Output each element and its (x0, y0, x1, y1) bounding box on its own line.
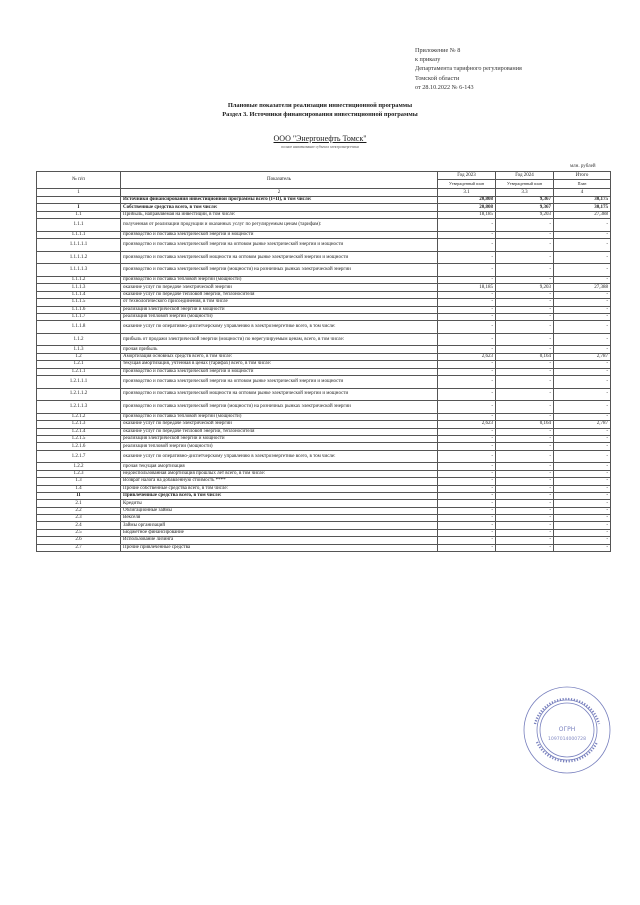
row-value-total: - (554, 388, 611, 401)
row-value-2023: 20,808 (438, 204, 496, 211)
row-value-2024: 9,367 (496, 204, 554, 211)
row-indicator: производство и поставка тепловой энергии (мощности) (121, 276, 438, 283)
row-value-total: 30,175 (554, 197, 611, 204)
row-number: 1.2.1.1.1 (37, 376, 121, 389)
table-row (37, 544, 611, 551)
row-value-2023: 20,808 (438, 197, 496, 204)
row-value-2023: - (438, 401, 496, 414)
row-number: 2.7 (37, 544, 121, 551)
row-value-total: - (554, 435, 611, 442)
row-value-2023: - (438, 251, 496, 264)
row-number: 1.2.2 (37, 463, 121, 470)
row-indicator: Использование лизинга (121, 537, 438, 544)
table-row (37, 239, 611, 252)
row-indicator: производство и поставка электрической энергии на оптовом рынке электрической энергии и мощности (121, 376, 438, 389)
row-indicator: Источники финансирования инвестиционной программы всего (I+II), в том числе: (121, 197, 438, 204)
row-indicator: прочая прибыль (121, 346, 438, 353)
header-num: № п/п (37, 172, 121, 189)
organization-caption: полное наименование субъекта электроэнергетики (281, 145, 359, 149)
row-value-2024: - (496, 537, 554, 544)
row-value-2024: - (496, 231, 554, 238)
row-number: 1.1.2 (37, 333, 121, 346)
row-value-2024: - (496, 428, 554, 435)
row-value-total: 27,388 (554, 284, 611, 291)
row-value-2024: - (496, 239, 554, 252)
row-number: 1.1.1.5 (37, 299, 121, 306)
row-number: 1.2.1.1.3 (37, 401, 121, 414)
row-number: 1.1.3 (37, 346, 121, 353)
row-value-total: - (554, 500, 611, 507)
row-value-2024: - (496, 368, 554, 375)
row-indicator: производство и поставка электрической энергии и мощности (121, 231, 438, 238)
row-indicator: производство и поставка электрической мощности на оптовом рынке электрической энергии и мощности (121, 251, 438, 264)
row-number: 1.1.1.4 (37, 291, 121, 298)
row-value-total: - (554, 219, 611, 232)
row-value-2024: 9,203 (496, 284, 554, 291)
row-value-2023: - (438, 450, 496, 463)
row-value-total: - (554, 537, 611, 544)
row-indicator: полученная от реализации продукции и оказанных услуг по регулируемым ценам (тарифам): (121, 219, 438, 232)
row-value-total: - (554, 231, 611, 238)
row-value-2023: - (438, 368, 496, 375)
row-number: 1.2 (37, 353, 121, 360)
row-indicator: производство и поставка электрической энергии и мощности (121, 368, 438, 375)
units-label: млн. рублей (570, 164, 596, 169)
row-value-2023: - (438, 299, 496, 306)
row-value-total: - (554, 413, 611, 420)
row-indicator: реализация электрической энергии и мощности (121, 306, 438, 313)
row-value-2024: - (496, 276, 554, 283)
heading-section: Раздел 3. Источники финансирования инвестиционной программы (222, 111, 418, 118)
row-value-total: - (554, 299, 611, 306)
row-value-total: - (554, 264, 611, 277)
row-indicator: прибыль от продажи электрической энергии (мощности) по нерегулируемым ценам, всего, в том числе: (121, 333, 438, 346)
row-value-2023: - (438, 544, 496, 551)
row-number: 1.2.1.3 (37, 421, 121, 428)
row-value-2024: - (496, 478, 554, 485)
row-value-2023: 18,185 (438, 211, 496, 218)
row-number: 1.4 (37, 485, 121, 492)
row-value-2024: - (496, 291, 554, 298)
table-row (37, 401, 611, 414)
row-indicator: реализация электрической энергии и мощности (121, 435, 438, 442)
row-number: 2.1 (37, 500, 121, 507)
row-number: 1.2.1.1 (37, 368, 121, 375)
row-number: 1.1.1 (37, 219, 121, 232)
appendix-line: к приказу (415, 56, 441, 64)
row-number: 1.2.1.4 (37, 428, 121, 435)
table-row (37, 333, 611, 346)
row-value-total: 30,175 (554, 204, 611, 211)
row-value-total: - (554, 361, 611, 368)
row-number: I (37, 204, 121, 211)
row-value-2024: 0,164 (496, 353, 554, 360)
index-cell: 3.3 (496, 189, 554, 197)
row-value-2023: - (438, 388, 496, 401)
row-value-total: - (554, 239, 611, 252)
row-value-2024: - (496, 388, 554, 401)
row-value-2024: 9,203 (496, 211, 554, 218)
row-value-2023: 2,623 (438, 353, 496, 360)
row-value-2024: - (496, 251, 554, 264)
row-value-2023: - (438, 276, 496, 283)
row-value-2023: - (438, 537, 496, 544)
table-row (37, 515, 611, 522)
row-indicator: оказание услуг по оперативно-диспетчерскому управлению в электроэнергетике всего, в том числе: (121, 450, 438, 463)
row-value-total: - (554, 251, 611, 264)
row-indicator: Возврат налога на добавленную стоимость **** (121, 478, 438, 485)
row-value-2024: - (496, 507, 554, 514)
row-number: 1.2.1.7 (37, 450, 121, 463)
row-value-2023: - (438, 376, 496, 389)
appendix-line: Томской области (415, 74, 460, 82)
table-row (37, 284, 611, 291)
row-value-2023: - (438, 239, 496, 252)
header-year-2023: Год 2023 (438, 172, 496, 180)
row-value-2023: - (438, 321, 496, 334)
row-number: 2.2 (37, 507, 121, 514)
row-indicator: от технологического присоединения, в том числе (121, 299, 438, 306)
row-indicator: производство и поставка электрической энергии (мощности) на розничных рынках электрической энергии (121, 264, 438, 277)
row-indicator: Прочие собственные средства всего, в том числе: (121, 485, 438, 492)
row-value-2024: - (496, 401, 554, 414)
row-value-2023: - (438, 443, 496, 450)
table-row (37, 231, 611, 238)
table-row (37, 500, 611, 507)
table-row (37, 470, 611, 477)
index-cell: 1 (37, 189, 121, 197)
header-year-2024: Год 2024 (496, 172, 554, 180)
stamp-number: 1097014000728 (548, 737, 586, 742)
row-indicator: оказание услуг по передаче тепловой энергии, теплоносителя (121, 291, 438, 298)
row-value-2024: 9,367 (496, 197, 554, 204)
row-value-2024: - (496, 346, 554, 353)
row-number: 1.1.1.1.1 (37, 239, 121, 252)
table-row (37, 492, 611, 499)
appendix-note (415, 46, 522, 92)
row-value-2024: - (496, 306, 554, 313)
table-row (37, 413, 611, 420)
row-value-total: - (554, 507, 611, 514)
row-value-total: 2,787 (554, 421, 611, 428)
appendix-line: Приложение № 8 (415, 47, 461, 54)
document-heading (0, 101, 640, 119)
row-value-2023: - (438, 507, 496, 514)
header-indicator: Показатель (121, 172, 438, 189)
row-indicator: Амортизация основных средств всего, в том числе: (121, 353, 438, 360)
row-value-2023: - (438, 264, 496, 277)
row-number: 2.6 (37, 537, 121, 544)
table-row (37, 435, 611, 442)
row-value-2024: - (496, 450, 554, 463)
row-value-2023: - (438, 478, 496, 485)
row-value-total: - (554, 276, 611, 283)
row-value-2023: - (438, 470, 496, 477)
row-value-2023: - (438, 313, 496, 320)
table-row (37, 361, 611, 368)
row-value-2023: - (438, 219, 496, 232)
row-number: 2.5 (37, 529, 121, 536)
table-row (37, 346, 611, 353)
table-row (37, 276, 611, 283)
table-row (37, 443, 611, 450)
table-row (37, 353, 611, 360)
row-value-total: - (554, 306, 611, 313)
table-row (37, 204, 611, 211)
row-value-2023: - (438, 435, 496, 442)
row-indicator: реализация тепловой энергии (мощности) (121, 313, 438, 320)
row-value-2023: - (438, 306, 496, 313)
row-number: 1.1.1.8 (37, 321, 121, 334)
table-row (37, 321, 611, 334)
row-indicator: Облигационные займы (121, 507, 438, 514)
row-value-2024: - (496, 264, 554, 277)
header-plan-2023: Утвержденный план (438, 180, 496, 189)
row-indicator: Собственные средства всего, в том числе: (121, 204, 438, 211)
row-indicator: производство и поставка электрической энергии (мощности) на розничных рынках электрической энергии (121, 401, 438, 414)
row-number: 1.1.1.7 (37, 313, 121, 320)
row-indicator: Привлеченные средства всего, в том числе: (121, 492, 438, 499)
stamp-center-text: ОГРН (558, 726, 576, 733)
row-indicator: производство и поставка электрической энергии на оптовом рынке электрической энергии и мощности (121, 239, 438, 252)
row-value-total: - (554, 346, 611, 353)
row-number: 1.2.1.6 (37, 443, 121, 450)
row-value-2024: - (496, 321, 554, 334)
row-value-2023: - (438, 231, 496, 238)
row-value-2024: - (496, 376, 554, 389)
row-indicator: Прочие привлеченные средства (121, 544, 438, 551)
row-value-total: - (554, 313, 611, 320)
index-cell: 2 (121, 189, 438, 197)
row-value-total: - (554, 492, 611, 499)
row-number: II (37, 492, 121, 499)
table-row (37, 522, 611, 529)
table-row (37, 537, 611, 544)
row-indicator: Векселя (121, 515, 438, 522)
row-value-total: - (554, 544, 611, 551)
table-row (37, 485, 611, 492)
row-value-2024: - (496, 435, 554, 442)
row-value-2024: - (496, 544, 554, 551)
table-row (37, 299, 611, 306)
row-value-2023: - (438, 529, 496, 536)
row-number: 1.3 (37, 478, 121, 485)
row-value-total: - (554, 368, 611, 375)
row-value-total: - (554, 333, 611, 346)
appendix-line: Департамента тарифного регулирования (415, 65, 522, 73)
table-row (37, 507, 611, 514)
row-number: 1.1 (37, 211, 121, 218)
row-value-total: - (554, 428, 611, 435)
row-value-total: - (554, 450, 611, 463)
row-value-2024: - (496, 219, 554, 232)
row-value-total: - (554, 321, 611, 334)
row-number: 1.1.1.1.2 (37, 251, 121, 264)
row-value-total: - (554, 463, 611, 470)
row-indicator: оказание услуг по передаче тепловой энергии, теплоносителя (121, 428, 438, 435)
header-plan-2024: Утвержденный план (496, 180, 554, 189)
row-number: 1.1.1.3 (37, 284, 121, 291)
row-value-2023: - (438, 500, 496, 507)
row-value-total: - (554, 376, 611, 389)
row-value-2024: 0,164 (496, 421, 554, 428)
row-number (37, 197, 121, 204)
row-value-2023: - (438, 361, 496, 368)
row-indicator: оказание услуг по передаче электрической энергии (121, 284, 438, 291)
organization-name: ООО "Энергонефть Томск" (273, 134, 367, 143)
row-value-2024: - (496, 413, 554, 420)
row-value-2023: - (438, 522, 496, 529)
row-indicator: оказание услуг по оперативно-диспетчерскому управлению в электроэнергетике всего, в том числе: (121, 321, 438, 334)
row-indicator: Прибыль, направляемая на инвестиции, в том числе: (121, 211, 438, 218)
row-value-total: - (554, 478, 611, 485)
row-value-2024: - (496, 313, 554, 320)
row-value-2024: - (496, 529, 554, 536)
table-body (37, 197, 611, 552)
table-row (37, 211, 611, 218)
row-value-2023: - (438, 515, 496, 522)
row-indicator: недоиспользованная амортизация прошлых лет всего, в том числе: (121, 470, 438, 477)
row-value-2023: - (438, 413, 496, 420)
table-row (37, 388, 611, 401)
row-indicator: Займы организаций (121, 522, 438, 529)
row-value-total: - (554, 485, 611, 492)
row-value-2024: - (496, 299, 554, 306)
row-number: 1.1.1.2 (37, 276, 121, 283)
table-row (37, 421, 611, 428)
row-value-total: - (554, 529, 611, 536)
row-value-2023: 2,623 (438, 421, 496, 428)
row-number: 1.2.3 (37, 470, 121, 477)
table-row (37, 463, 611, 470)
row-value-2023: - (438, 463, 496, 470)
row-value-2023: - (438, 485, 496, 492)
row-number: 1.1.1.1 (37, 231, 121, 238)
row-value-total: - (554, 291, 611, 298)
table-row (37, 529, 611, 536)
index-cell: 3.1 (438, 189, 496, 197)
row-value-2024: - (496, 492, 554, 499)
row-value-2024: - (496, 463, 554, 470)
row-value-2024: - (496, 361, 554, 368)
row-value-2024: - (496, 485, 554, 492)
index-cell: 4 (554, 189, 611, 197)
row-value-total: 2,787 (554, 353, 611, 360)
row-value-2023: - (438, 492, 496, 499)
row-number: 1.2.1 (37, 361, 121, 368)
row-number: 1.1.1.6 (37, 306, 121, 313)
table-row (37, 197, 611, 204)
row-indicator: оказание услуг по передаче электрической энергии (121, 421, 438, 428)
row-number: 2.3 (37, 515, 121, 522)
row-value-total: 27,388 (554, 211, 611, 218)
row-value-2023: - (438, 291, 496, 298)
row-indicator: текущая амортизация, учтенная в ценах (тарифах) всего, в том числе: (121, 361, 438, 368)
row-value-total: - (554, 401, 611, 414)
row-value-2024: - (496, 515, 554, 522)
organization-stamp (521, 684, 613, 776)
row-value-total: - (554, 443, 611, 450)
financing-table (36, 171, 611, 552)
row-indicator: реализация тепловой энергии (мощности) (121, 443, 438, 450)
row-value-2023: - (438, 346, 496, 353)
row-value-total: - (554, 515, 611, 522)
table-row (37, 368, 611, 375)
table-row (37, 219, 611, 232)
row-indicator: производство и поставка тепловой энергии (мощности) (121, 413, 438, 420)
row-indicator: производство и поставка электрической мощности на оптовом рынке электрической энергии и мощности (121, 388, 438, 401)
row-value-2024: - (496, 333, 554, 346)
table-row (37, 478, 611, 485)
table-row (37, 264, 611, 277)
row-number: 1.2.1.5 (37, 435, 121, 442)
row-value-2024: - (496, 522, 554, 529)
table-row (37, 306, 611, 313)
row-value-2024: - (496, 443, 554, 450)
row-value-2023: 18,185 (438, 284, 496, 291)
row-value-total: - (554, 470, 611, 477)
row-number: 1.2.1.2 (37, 413, 121, 420)
table-row (37, 251, 611, 264)
row-indicator: прочая текущая амортизация (121, 463, 438, 470)
appendix-line: от 28.10.2022 № 6-143 (415, 83, 474, 91)
row-value-2024: - (496, 470, 554, 477)
row-number: 1.1.1.1.3 (37, 264, 121, 277)
heading-title: Плановые показатели реализации инвестиционной программы (227, 102, 413, 109)
header-total-plan: План (554, 180, 611, 189)
row-indicator: Кредиты (121, 500, 438, 507)
table-row (37, 450, 611, 463)
row-value-total: - (554, 522, 611, 529)
table-row (37, 376, 611, 389)
row-number: 2.4 (37, 522, 121, 529)
row-number: 1.2.1.1.2 (37, 388, 121, 401)
row-indicator: Бюджетное финансирование (121, 529, 438, 536)
header-total: Итого (554, 172, 611, 180)
table-row (37, 291, 611, 298)
row-value-2023: - (438, 333, 496, 346)
row-value-2023: - (438, 428, 496, 435)
table-row (37, 313, 611, 320)
table-row (37, 428, 611, 435)
row-value-2024: - (496, 500, 554, 507)
